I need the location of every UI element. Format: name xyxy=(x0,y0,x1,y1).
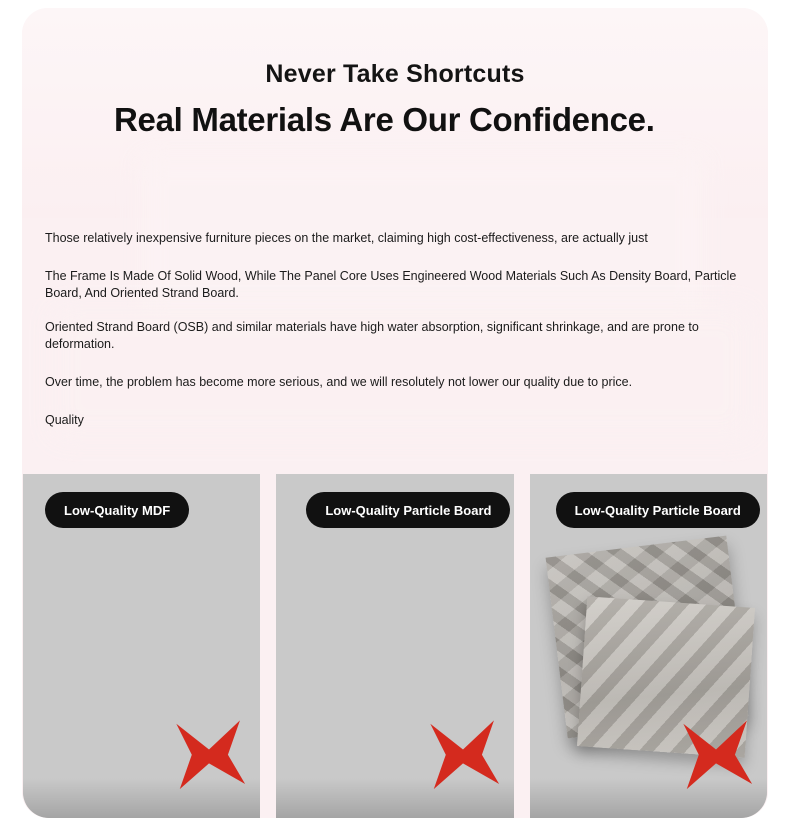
body-paragraph-2: The Frame Is Made Of Solid Wood, While The Panel Core Uses Engineered Wood Materials Such As Density Board, Particle Board, And Oriented Strand Board. xyxy=(45,269,737,300)
status-badge: Low-Quality MDF xyxy=(45,492,189,528)
gallery-item xyxy=(276,474,513,818)
red-x-icon xyxy=(166,710,252,796)
eyebrow-text: Never Take Shortcuts xyxy=(265,60,525,88)
promo-card xyxy=(22,8,768,818)
image-gallery xyxy=(22,474,768,818)
body-paragraph-5: Quality xyxy=(45,413,84,427)
body-paragraph-3: Oriented Strand Board (OSB) and similar materials have high water absorption, significant shrinkage, and are prone to deformation. xyxy=(45,320,699,351)
page-title: Real Materials Are Our Confidence. xyxy=(114,101,655,138)
body-copy xyxy=(45,230,765,429)
red-x-icon xyxy=(420,710,506,796)
body-paragraph-1: Those relatively inexpensive furniture pieces on the market, claiming high cost-effectiveness, are actually just xyxy=(45,231,648,245)
gallery-item xyxy=(23,474,260,818)
body-paragraph-4: Over time, the problem has become more serious, and we will resolutely not lower our quality due to price. xyxy=(45,375,633,389)
status-badge: Low-Quality Particle Board xyxy=(556,492,760,528)
status-badge: Low-Quality Particle Board xyxy=(306,492,510,528)
red-x-icon xyxy=(673,710,759,796)
gallery-item xyxy=(530,474,767,818)
